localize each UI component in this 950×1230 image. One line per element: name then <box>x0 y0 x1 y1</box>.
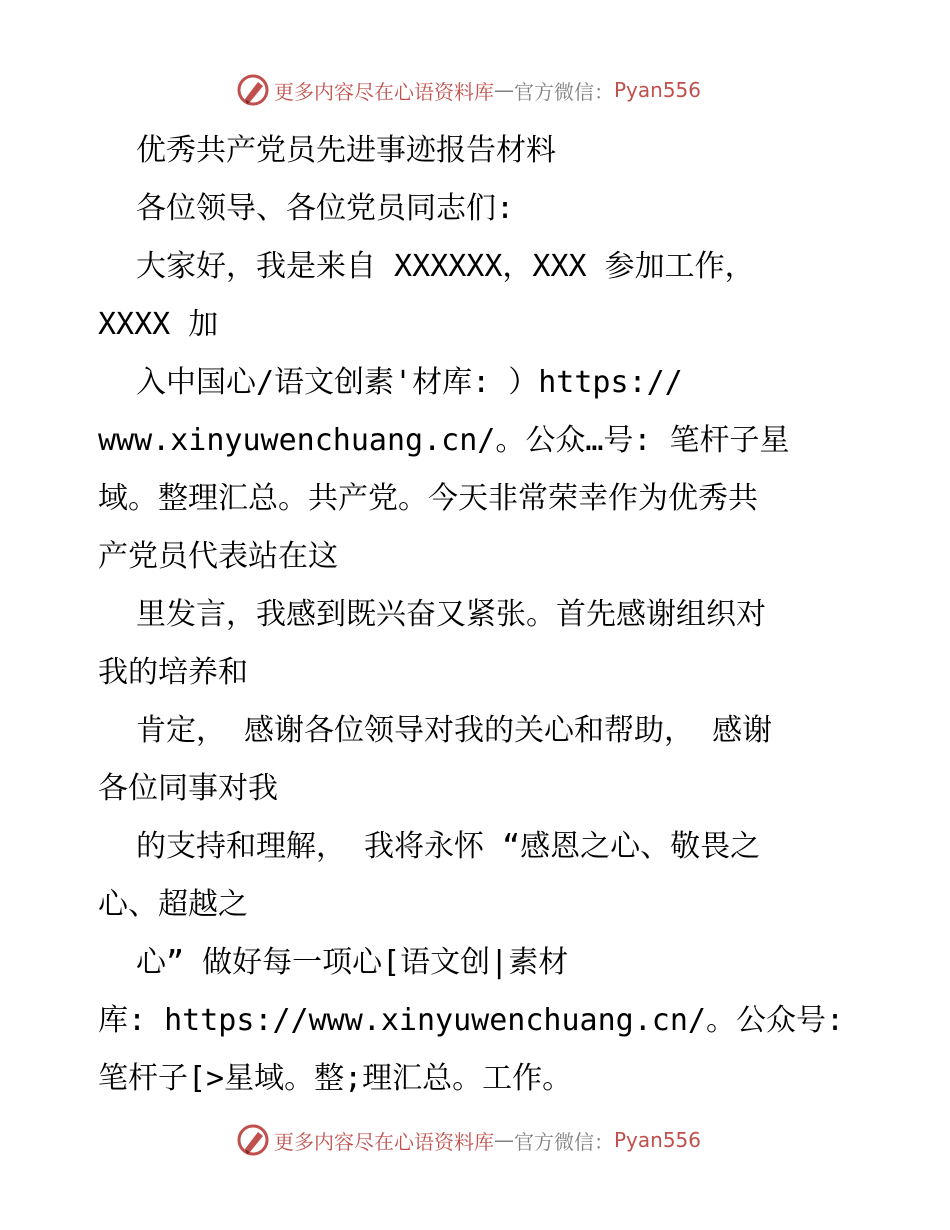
document-line: 各位同事对我 <box>98 771 278 806</box>
banner-separator: — <box>494 78 514 102</box>
document-line: 的支持和理解， 我将永怀 “感恩之心、敬畏之 <box>136 829 761 864</box>
banner-official-text: 官方微信： <box>514 1129 614 1154</box>
pen-logo-icon <box>236 73 270 107</box>
document-title: 优秀共产党员先进事迹报告材料 <box>136 133 556 168</box>
document-line: 心” 做好每一项心[语文创|素材 <box>136 945 569 980</box>
banner-wechat-id: Pyan556 <box>614 78 702 102</box>
banner-main-text: 更多内容尽在心语资料库 <box>274 1129 494 1154</box>
document-line: 我的培养和 <box>98 655 248 690</box>
banner-separator: — <box>494 1128 514 1152</box>
document-line: 心、超越之 <box>98 887 248 922</box>
document-line: 肯定， 感谢各位领导对我的关心和帮助， 感谢 <box>136 713 773 748</box>
document-line: XXXX 加 <box>98 307 219 342</box>
document-line: 里发言，我感到既兴奋又紧张。首先感谢组织对 <box>136 597 766 632</box>
document-line: www.xinyuwenchuang.cn/。公众…号: 笔杆子星 <box>98 423 790 458</box>
header-watermark-banner <box>236 72 701 108</box>
banner-wechat-id: Pyan556 <box>614 1128 702 1152</box>
document-line: 域。整理汇总。共产党。今天非常荣幸作为优秀共 <box>98 481 758 516</box>
document-line: 大家好，我是来自 XXXXXX，XXX 参加工作， <box>136 249 755 284</box>
document-line: 笔杆子[>星域。整;理汇总。工作。 <box>98 1061 573 1096</box>
banner-main-text: 更多内容尽在心语资料库 <box>274 79 494 104</box>
document-line: 各位领导、各位党员同志们: <box>136 191 515 226</box>
document-line: 库: https://www.xinyuwenchuang.cn/。公众号: <box>98 1003 845 1038</box>
document-line: 产党员代表站在这 <box>98 539 338 574</box>
banner-official-text: 官方微信： <box>514 79 614 104</box>
document-line: 入中国心/语文创素'材库: ）https:// <box>136 365 683 400</box>
pen-logo-icon <box>236 1123 270 1157</box>
footer-watermark-banner <box>236 1122 701 1158</box>
document-body <box>98 122 858 1108</box>
